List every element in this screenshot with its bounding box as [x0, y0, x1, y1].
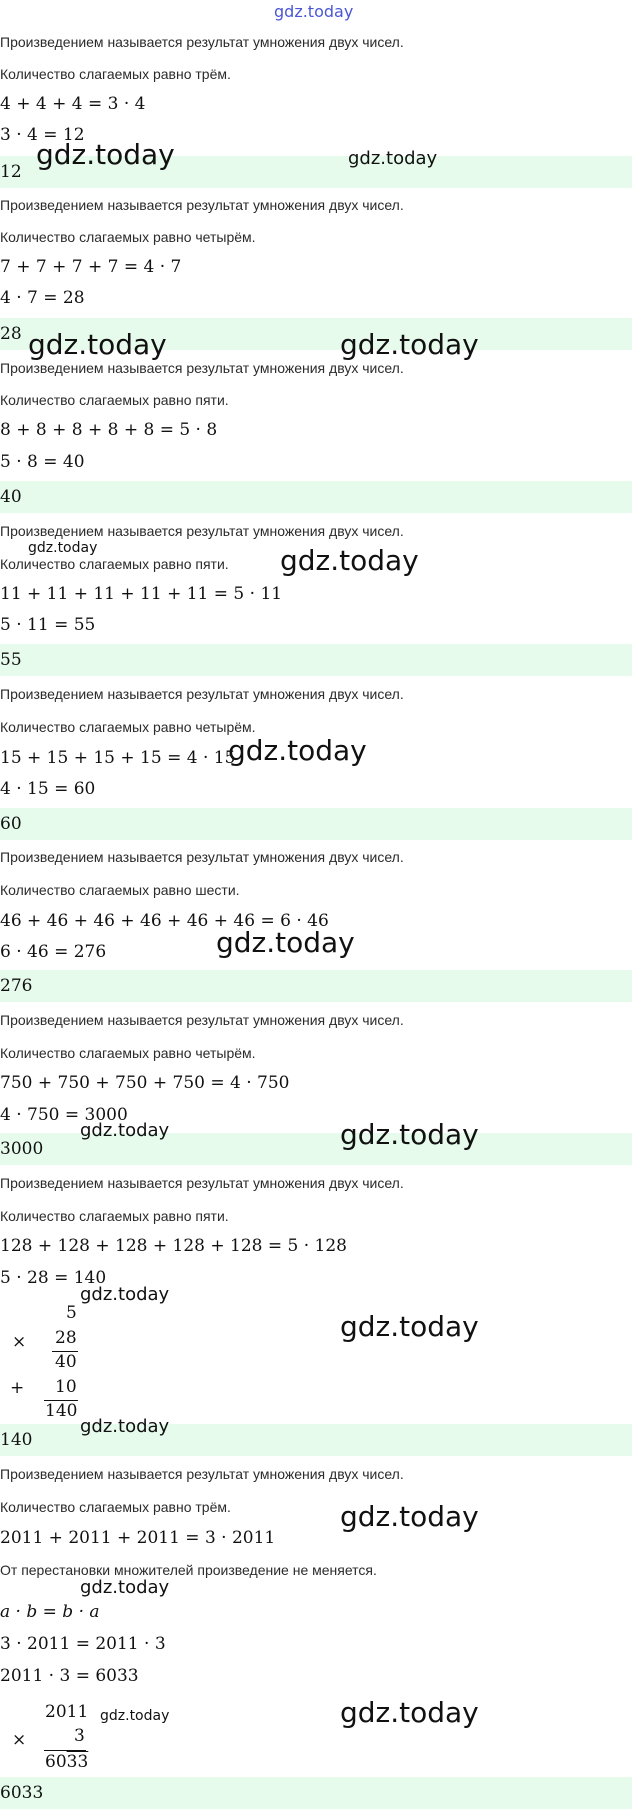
sum-expression: 750 + 750 + 750 + 750 = 4 · 750 — [0, 1073, 290, 1093]
definition-text: Произведением называется результат умножения двух чисел. — [0, 360, 404, 376]
carry-digit: 5 — [66, 1303, 77, 1323]
count-text: Количество слагаемых равно пяти. — [0, 1208, 229, 1224]
definition-text: Произведением называется результат умножения двух чисел. — [0, 849, 404, 865]
watermark: gdz.today — [348, 148, 438, 169]
watermark: gdz.today — [340, 1310, 479, 1343]
column-result-main: 60 — [45, 1752, 67, 1772]
column-line: 40 — [55, 1352, 77, 1372]
answer-bar — [0, 644, 632, 676]
definition-text: Произведением называется результат умножения двух чисел. — [0, 1175, 404, 1191]
watermark: gdz.today — [340, 1696, 479, 1729]
column-rule — [44, 1750, 86, 1751]
column-line: 10 — [55, 1377, 77, 1397]
answer-bar — [0, 1777, 632, 1809]
answer-bar — [0, 970, 632, 1002]
column-result: 140 — [45, 1401, 78, 1421]
answer-bar — [0, 808, 632, 840]
count-text: Количество слагаемых равно четырём. — [0, 1045, 256, 1061]
watermark: gdz.today — [80, 1577, 170, 1598]
multiply-sign: × — [12, 1730, 27, 1750]
column-line: 3 — [74, 1726, 85, 1746]
plus-sign: + — [10, 1378, 25, 1398]
product-expression: 5 · 28 = 140 — [0, 1268, 107, 1288]
watermark: gdz.today — [28, 328, 167, 361]
watermark: gdz.today — [280, 544, 419, 577]
count-text: Количество слагаемых равно трём. — [0, 66, 231, 82]
answer-value: 60 — [0, 814, 22, 834]
swap-expression: 3 · 2011 = 2011 · 3 — [0, 1634, 166, 1654]
answer-value: 28 — [0, 324, 22, 344]
rule-text: От перестановки множителей произведение не меняется. — [0, 1562, 377, 1578]
definition-text: Произведением называется результат умножения двух чисел. — [0, 197, 404, 213]
answer-value: 55 — [0, 650, 22, 670]
answer-value: 12 — [0, 162, 22, 182]
count-text: Количество слагаемых равно пяти. — [0, 392, 229, 408]
definition-text: Произведением называется результат умножения двух чисел. — [0, 686, 404, 702]
answer-value: 140 — [0, 1430, 33, 1450]
watermark: gdz.today — [340, 328, 479, 361]
definition-text: Произведением называется результат умножения двух чисел. — [0, 1012, 404, 1028]
product-expression: 3 · 4 = 12 — [0, 125, 85, 145]
count-text: Количество слагаемых равно шести. — [0, 882, 240, 898]
watermark: gdz.today — [100, 1708, 170, 1724]
product-expression: 6 · 46 = 276 — [0, 942, 107, 962]
definition-text: Произведением называется результат умножения двух чисел. — [0, 1466, 404, 1482]
sum-expression: 46 + 46 + 46 + 46 + 46 + 46 = 6 · 46 — [0, 911, 329, 931]
watermark: gdz.today — [80, 1120, 170, 1141]
sum-expression: 8 + 8 + 8 + 8 + 8 = 5 · 8 — [0, 420, 218, 440]
product-expression: 5 · 8 = 40 — [0, 452, 85, 472]
watermark: gdz.today — [80, 1416, 170, 1437]
watermark: gdz.today — [28, 540, 98, 556]
count-text: Количество слагаемых равно четырём. — [0, 229, 256, 245]
sum-expression: 11 + 11 + 11 + 11 + 11 = 5 · 11 — [0, 584, 283, 604]
sum-expression: 7 + 7 + 7 + 7 = 4 · 7 — [0, 257, 182, 277]
product-expression: 4 · 15 = 60 — [0, 779, 96, 799]
column-line: 28 — [55, 1328, 77, 1348]
definition-text: Произведением называется результат умножения двух чисел. — [0, 523, 404, 539]
product-expression: 2011 · 3 = 6033 — [0, 1666, 139, 1686]
product-expression: 4 · 750 = 3000 — [0, 1105, 128, 1125]
watermark: gdz.today — [216, 926, 355, 959]
multiply-sign: × — [12, 1332, 27, 1352]
answer-value: 276 — [0, 976, 33, 996]
product-expression: 4 · 7 = 28 — [0, 288, 85, 308]
column-result-overline: 33 — [66, 1752, 89, 1772]
definition-text: Произведением называется результат умножения двух чисел. — [0, 34, 404, 50]
watermark: gdz.today — [274, 2, 354, 21]
sum-expression: 128 + 128 + 128 + 128 + 128 = 5 · 128 — [0, 1236, 347, 1256]
watermark: gdz.today — [80, 1284, 170, 1305]
column-result — [45, 1752, 88, 1772]
count-text: Количество слагаемых равно четырём. — [0, 719, 256, 735]
count-text: Количество слагаемых равно пяти. — [0, 556, 229, 572]
watermark: gdz.today — [228, 734, 367, 767]
sum-expression: 4 + 4 + 4 = 3 · 4 — [0, 94, 146, 114]
watermark: gdz.today — [340, 1118, 479, 1151]
sum-expression: 2011 + 2011 + 2011 = 3 · 2011 — [0, 1528, 276, 1548]
product-expression: 5 · 11 = 55 — [0, 615, 96, 635]
sum-expression: 15 + 15 + 15 + 15 = 4 · 15 — [0, 748, 236, 768]
watermark: gdz.today — [340, 1500, 479, 1533]
watermark: gdz.today — [36, 138, 175, 171]
commutative-law: a · b = b · a — [0, 1602, 100, 1622]
answer-bar — [0, 481, 632, 513]
answer-value: 6033 — [0, 1783, 44, 1803]
answer-value: 3000 — [0, 1139, 44, 1159]
count-text: Количество слагаемых равно трём. — [0, 1499, 231, 1515]
answer-value: 40 — [0, 487, 22, 507]
column-line: 2011 — [45, 1702, 89, 1722]
